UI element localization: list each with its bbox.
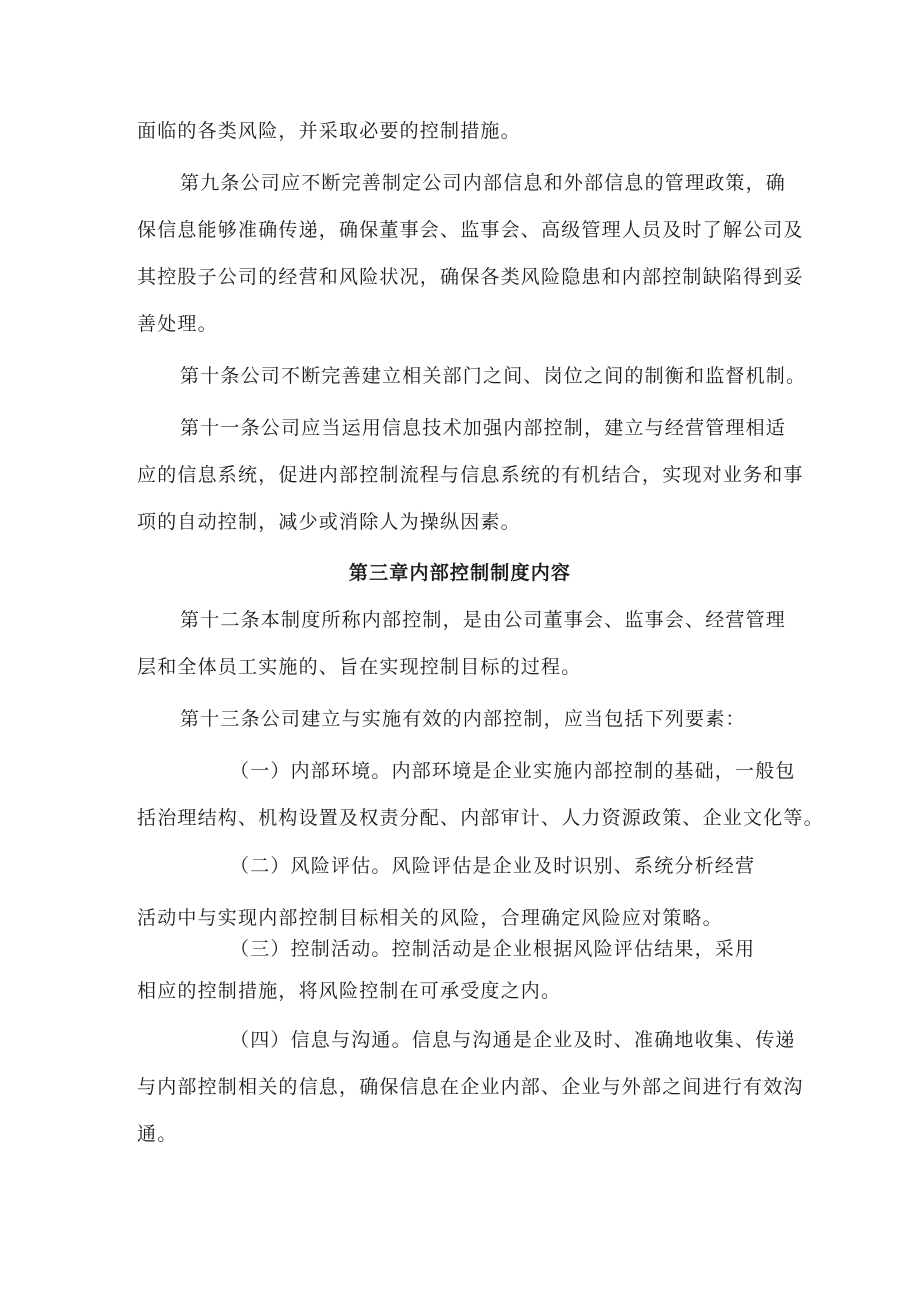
text-line: （一）内部环境。内部环境是企业实施内部控制的基础，一般包: [230, 760, 796, 782]
text-line: 相应的控制措施，将风险控制在可承受度之内。: [137, 980, 562, 1002]
text-line: 第十一条公司应当运用信息技术加强内部控制，建立与经营管理相适: [180, 417, 787, 439]
text-line: 括治理结构、机构设置及权责分配、内部审计、人力资源政策、企业文化等。: [137, 807, 824, 829]
text-line: 第十三条公司建立与实施有效的内部控制，应当包括下列要素：: [180, 708, 746, 730]
text-line: 项的自动控制，减少或消除人为操纵因素。: [137, 511, 521, 533]
text-line: 活动中与实现内部控制目标相关的风险，合理确定风险应对策略。: [137, 907, 723, 929]
text-line: 第九条公司应不断完善制定公司内部信息和外部信息的管理政策，确: [180, 172, 787, 194]
text-line: 应的信息系统，促进内部控制流程与信息系统的有机结合，实现对业务和事: [137, 464, 804, 486]
text-line: 第十条公司不断完善建立相关部门之间、岗位之间的制衡和监督机制。: [180, 365, 807, 387]
text-line: 通。: [137, 1123, 178, 1145]
chapter-heading: 第三章内部控制制度内容: [348, 562, 572, 584]
text-line: 层和全体员工实施的、旨在实现控制目标的过程。: [137, 656, 582, 678]
text-line: 与内部控制相关的信息，确保信息在企业内部、企业与外部之间进行有效沟: [137, 1076, 804, 1098]
text-line: 第十二条本制度所称内部控制，是由公司董事会、监事会、经营管理: [180, 609, 787, 631]
text-line: （二）风险评估。风险评估是企业及时识别、系统分析经营: [230, 855, 756, 877]
text-line: 善处理。: [137, 313, 218, 335]
text-line: 保信息能够准确传递，确保董事会、监事会、高级管理人员及时了解公司及: [137, 219, 804, 241]
text-line: （四）信息与沟通。信息与沟通是企业及时、准确地收集、传递: [230, 1029, 796, 1051]
text-line: 面临的各类风险，并采取必要的控制措施。: [137, 120, 521, 142]
text-line: （三）控制活动。控制活动是企业根据风险评估结果，采用: [230, 938, 756, 960]
text-line: 其控股子公司的经营和风险状况，确保各类风险隐患和内部控制缺陷得到妥: [137, 266, 804, 288]
